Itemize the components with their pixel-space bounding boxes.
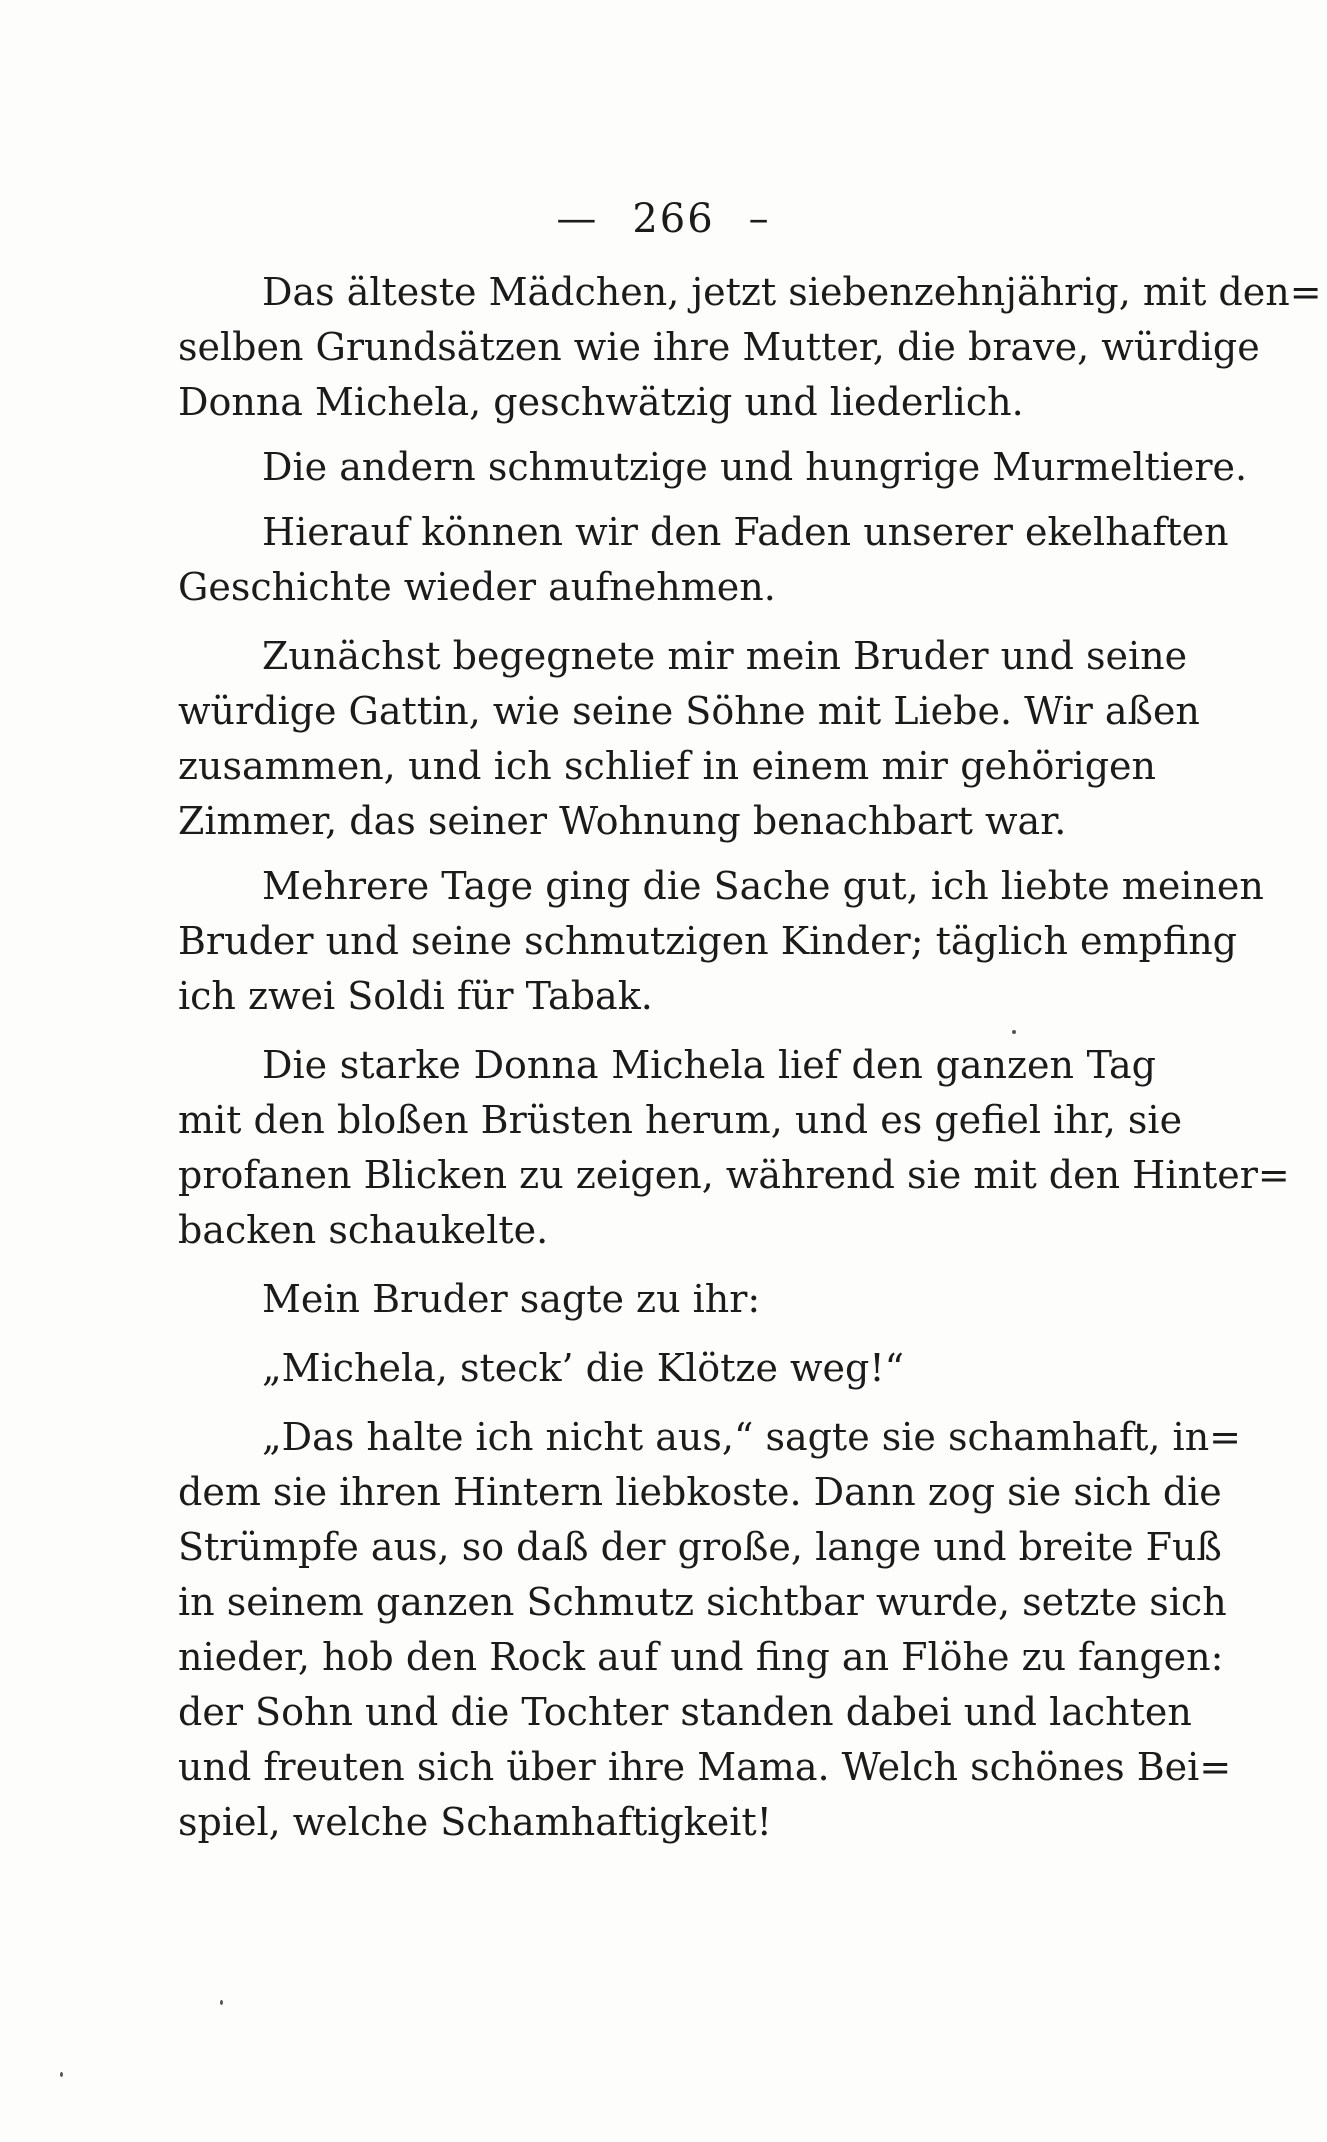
text-line: Die starke Donna Michela lief den ganzen Tag	[262, 1043, 1156, 1087]
paper-speck	[60, 2072, 63, 2077]
text-line: Die andern schmutzige und hungrige Murmeltiere.	[262, 445, 1248, 489]
text-line: in seinem ganzen Schmutz sichtbar wurde, setzte sich	[178, 1580, 1227, 1624]
text-line: Hierauf können wir den Faden unserer ekelhaften	[262, 510, 1229, 554]
text-line: Zimmer, das seiner Wohnung benachbart war.	[178, 799, 1067, 843]
text-line: Mehrere Tage ging die Sache gut, ich liebte meinen	[262, 864, 1264, 908]
text-line: spiel, welche Schamhaftigkeit!	[178, 1800, 772, 1844]
text-line: der Sohn und die Tochter standen dabei und lachten	[178, 1690, 1192, 1734]
page-number: 266	[632, 196, 715, 242]
text-line: und freuten sich über ihre Mama. Welch schönes Bei=	[178, 1745, 1232, 1789]
text-line: backen schaukelte.	[178, 1208, 549, 1252]
header-dash-right: –	[748, 196, 771, 242]
text-line: ich zwei Soldi für Tabak.	[178, 974, 653, 1018]
text-line: selben Grundsätzen wie ihre Mutter, die brave, würdige	[178, 325, 1260, 369]
paper-speck	[1012, 1030, 1016, 1034]
text-line: würdige Gattin, wie seine Söhne mit Liebe. Wir aßen	[178, 689, 1200, 733]
text-line: Das älteste Mädchen, jetzt siebenzehnjährig, mit den=	[262, 270, 1322, 314]
text-line: Donna Michela, geschwätzig und liederlich.	[178, 380, 1024, 424]
header-dash-left: —	[556, 196, 599, 242]
text-line: „Das halte ich nicht aus,“ sagte sie schamhaft, in=	[262, 1415, 1242, 1459]
text-line: „Michela, steck’ die Klötze weg!“	[262, 1346, 905, 1390]
text-line: zusammen, und ich schlief in einem mir gehörigen	[178, 744, 1156, 788]
paper-speck	[220, 2000, 223, 2005]
text-line: nieder, hob den Rock auf und fing an Flöhe zu fangen:	[178, 1635, 1224, 1679]
text-line: profanen Blicken zu zeigen, während sie mit den Hinter=	[178, 1153, 1290, 1197]
text-line: dem sie ihren Hintern liebkoste. Dann zog sie sich die	[178, 1470, 1222, 1514]
text-line: Geschichte wieder aufnehmen.	[178, 565, 776, 609]
text-line: Strümpfe aus, so daß der große, lange und breite Fuß	[178, 1525, 1222, 1569]
body-text	[178, 265, 1322, 1850]
text-line: mit den bloßen Brüsten herum, und es gefiel ihr, sie	[178, 1098, 1183, 1142]
text-line: Zunächst begegnete mir mein Bruder und seine	[262, 634, 1188, 678]
page-header	[0, 196, 1327, 242]
text-line: Bruder und seine schmutzigen Kinder; täglich empfing	[178, 919, 1237, 963]
text-line: Mein Bruder sagte zu ihr:	[262, 1277, 761, 1321]
